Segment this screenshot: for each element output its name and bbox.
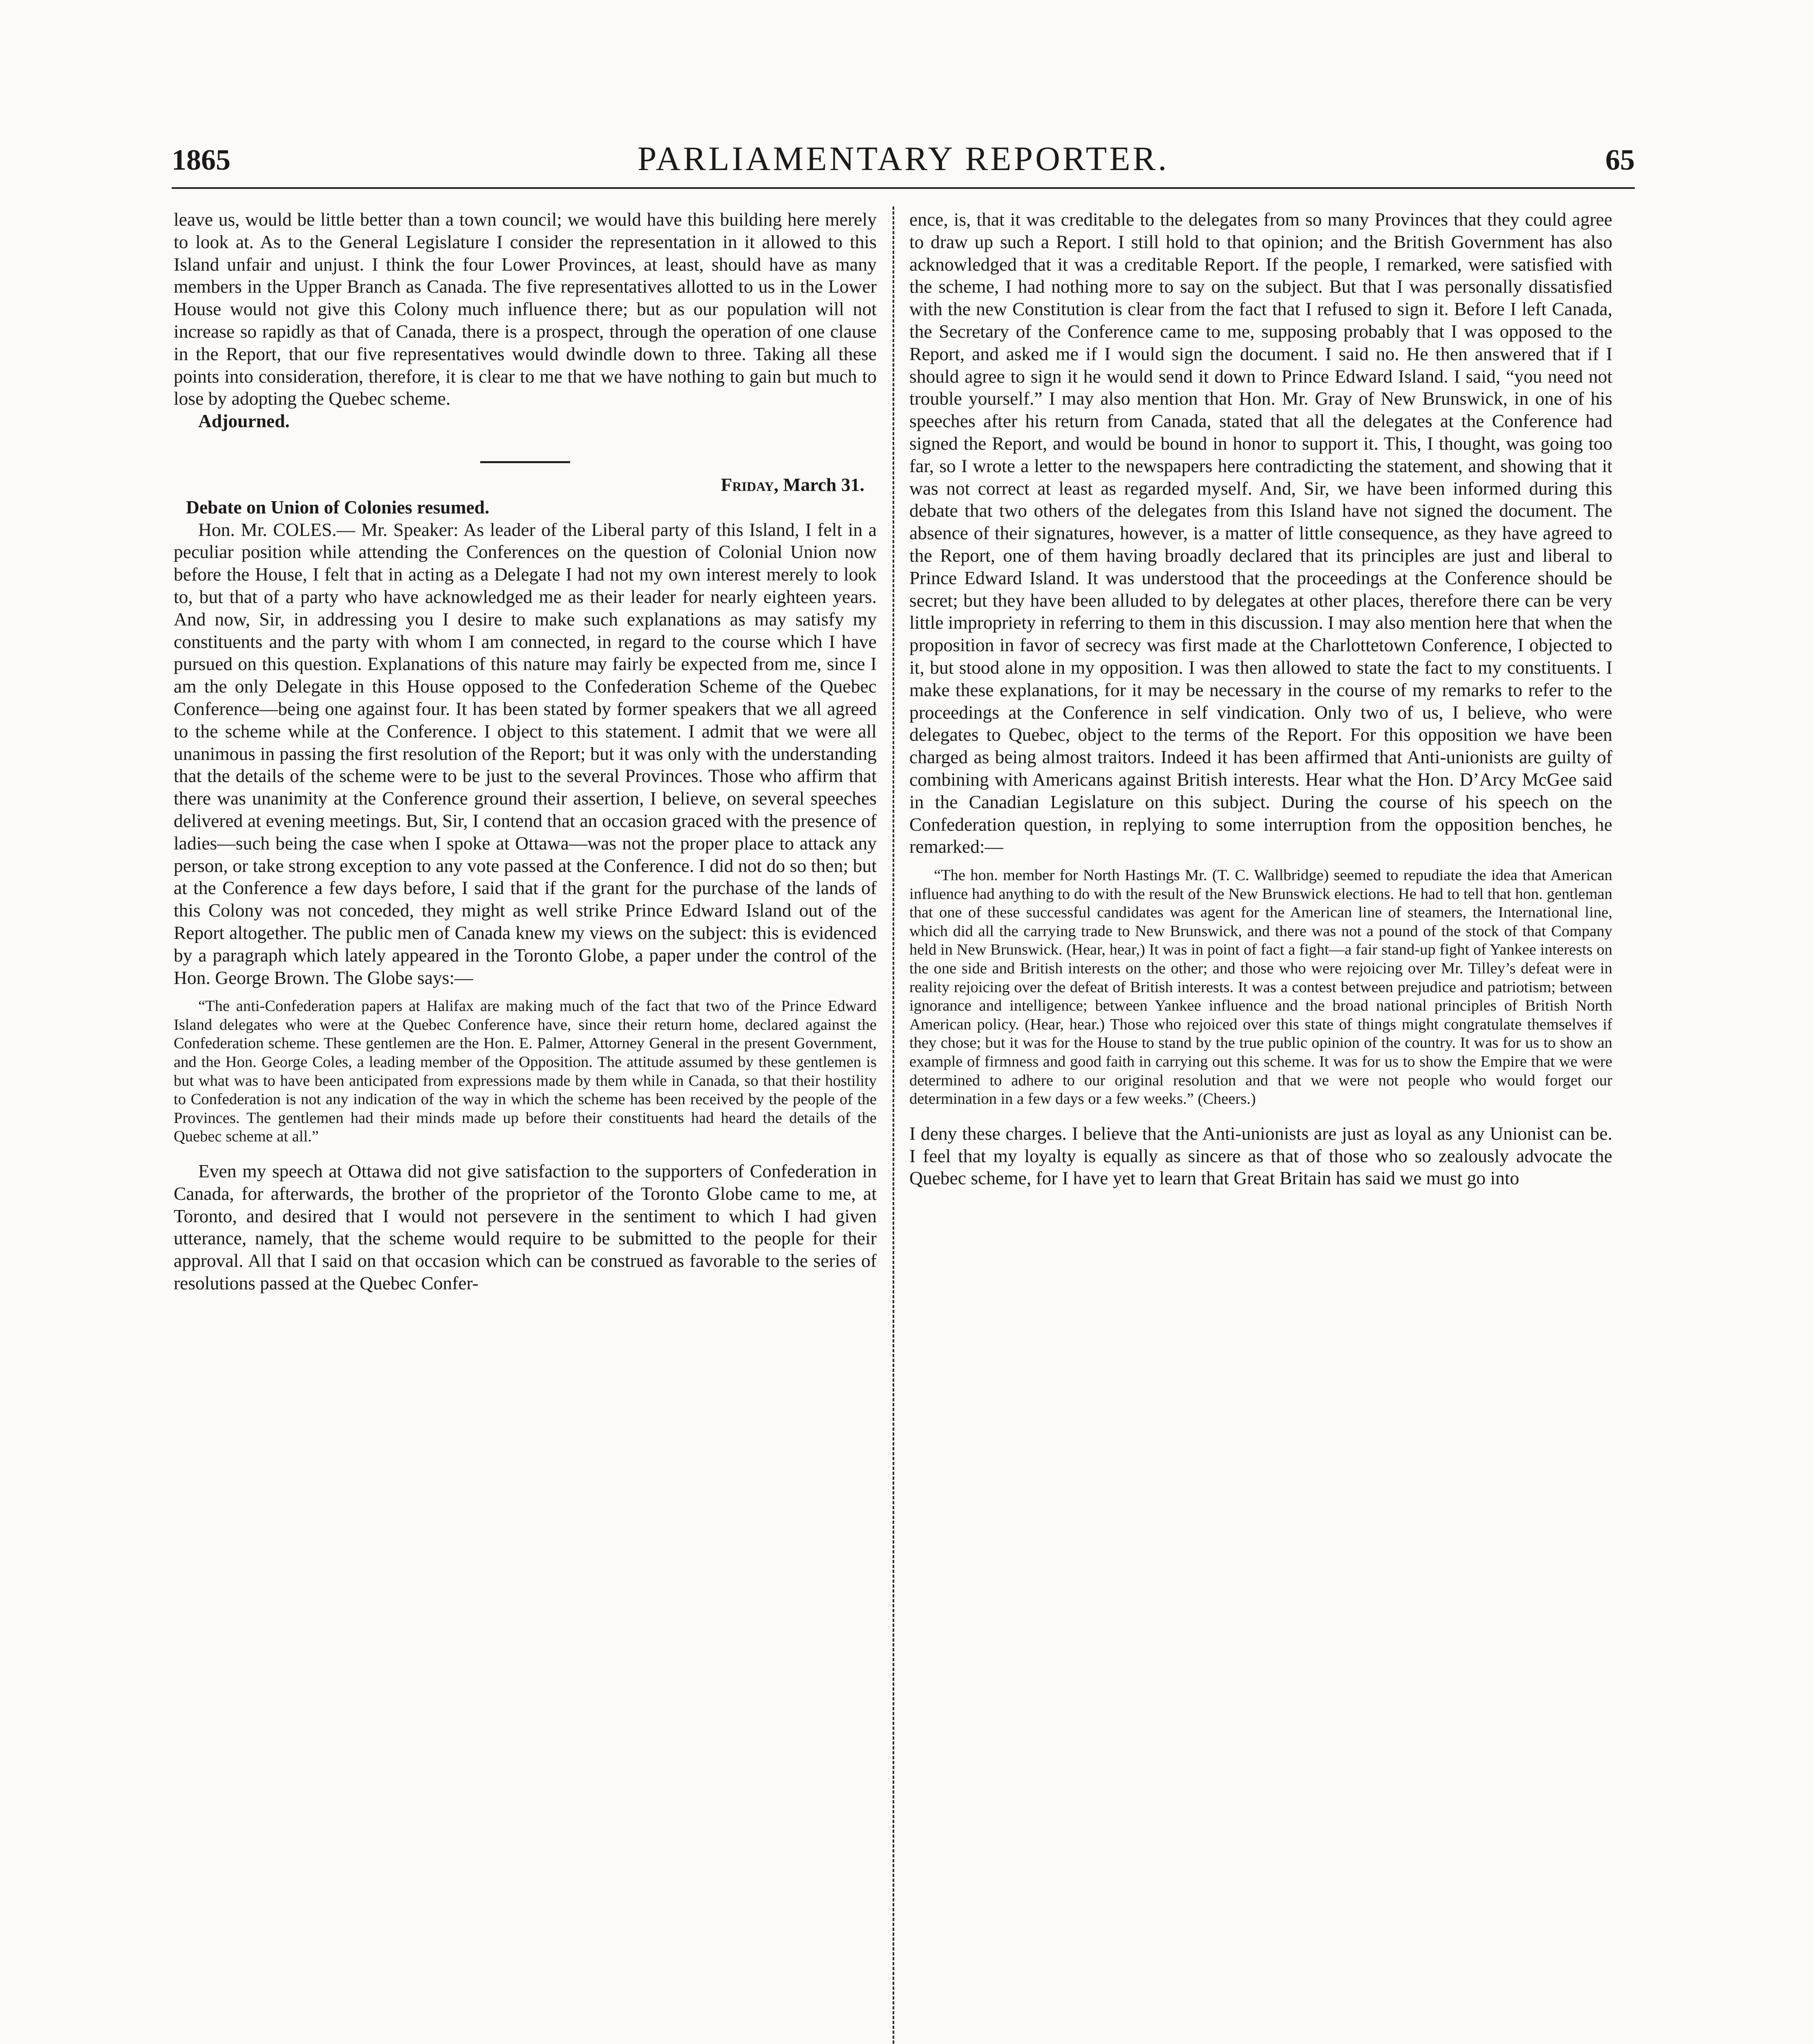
left-paragraph-3: Even my speech at Ottawa did not give satisfaction to the supporters of Confederation in Canada, for afterwards, the brother of the proprietor of the Toronto Globe came to me, at Toronto, and desired that I would not persevere in the sentiment to which I had given utterance, namely, that the scheme would require to be submitted to the people for their approval. All that I said on that occasion which can be construed as favorable to the series of resolutions passed at the Quebec Confer- (174, 1161, 877, 1294)
adjourned-line: Adjourned. (198, 410, 290, 432)
page-number: 65 (1605, 143, 1635, 176)
section-separator (480, 461, 570, 463)
publication-title: PARLIAMENTARY REPORTER. (637, 140, 1169, 178)
debate-topic: Debate on Union of Colonies resumed. (186, 496, 490, 518)
mcgee-quotation-text: “The hon. member for North Hastings Mr. (T. C. Wallbridge) seemed to repudiate the idea that American influence had anything to do with the result of the New Brunswick elections. He had to tell that hon. gentleman that one of these successful candidates was agent for the American line of steamers, the International line, which did all the carrying trade to New Brunswick, and there was not a pound of the stock of that Company held in New Brunswick. (Hear, hear,) It was in point of fact a fight—a fair stand-up fight of Yankee interests on the one side and British interests on the other; and those who were rejoicing over Mr. Tilley’s defeat were in reality rejoicing over the defeat of British interests. It was a contest between prejudice and patriotism; between ignorance and intelligence; between Yankee influence and the broad national principles of British North American policy. (Hear, hear.) Those who rejoiced over this state of things might congratulate themselves if they chose; but it was for the House to stand by the true public opinion of the country. It was for us to show an example of firmness and good faith in carrying out this scheme. It was for us to show the Empire that we were determined to adhere to our original resolution and that we were not people who would forget our determination in a few days or a few weeks.” (Cheers.) (909, 867, 1612, 1108)
right-column (909, 208, 1612, 1190)
globe-quotation-text: “The anti-Confederation papers at Halifax are making much of the fact that two of the Prince Edward Island delegates who were at the Quebec Conference have, since their return home, declared against the Confederation scheme. These gentlemen are the Hon. E. Palmer, Attorney General in the present Government, and the Hon. George Coles, a leading member of the Opposition. The attitude assumed by these gentlemen is but what was to have been anticipated from expressions made by them while in Canada, so that their hostility to Confederation is not any indication of the way in which the scheme has been received by the people of the Provinces. The gentlemen had their minds made up before their constituents had heard the details of the Quebec scheme at all.” (174, 997, 877, 1145)
page-year: 1865 (172, 143, 231, 176)
dateline-day: Friday (721, 474, 774, 495)
left-paragraph-1: leave us, would be little better than a town council; we would have this building here merely to look at. As to the General Legislature I consider the representation in it allowed to this Island unfair and unjust. I think the four Lower Provinces, at least, should have as many members in the Upper Branch as Canada. The five representatives allotted to us in the Lower House would not give this Colony much influence there; but as our population will not increase so rapidly as that of Canada, there is a prospect, through the operation of one clause in the Report, that our five representatives would dwindle down to three. Taking all these points into consideration, therefore, it is clear to me that we have nothing to gain but much to lose by adopting the Quebec scheme. (174, 209, 877, 409)
right-paragraph-1: ence, is, that it was creditable to the delegates from so many Provinces that they could agree to draw up such a Report. I still hold to that opinion; and the British Government has also acknowledged that it was a creditable Report. If the people, I remarked, were satisfied with the scheme, I had nothing more to say on the subject. But that I was personally dissatisfied with the new Constitution is clear from the fact that I refused to sign it. Before I left Canada, the Secretary of the Conference came to me, supposing probably that I was opposed to the Report, and asked me if I would sign the document. I said no. He then answered that if I should agree to sign it he would send it down to Prince Edward Island. I said, “you need not trouble yourself.” I may also mention that Hon. Mr. Gray of New Brunswick, in one of his speeches after his return from Canada, stated that all the delegates at the Conference had signed the Report, and would be bound in honor to support it. This, I thought, was going too far, so I wrote a letter to the newspapers here contradicting the statement, and showing that it was not correct at least as regarded myself. And, Sir, we have been informed during this debate that two others of the delegates from this Island have not signed the document. The absence of their signatures, however, is a matter of little consequence, as they have agreed to the Report, one of them having broadly declared that its principles are just and liberal to Prince Edward Island. It was understood that the proceedings at the Conference should be secret; but they have been alluded to by delegates at other places, therefore there can be very little impropriety in referring to them in this discussion. I may also mention here that when the proposition in favor of secrecy was first made at the Charlottetown Conference, I objected to it, but stood alone in my opposition. I was then allowed to state the fact to my constituents. I make these explanations, for it may be necessary in the course of my remarks to refer to the proceedings at the Conference in self vindication. Only two of us, I believe, who were delegates to Quebec, object to the terms of the Report. For this opposition we have been charged as being almost traitors. Indeed it has been affirmed that Anti-unionists are guilty of combining with Americans against British interests. Hear what the Hon. D’Arcy McGee said in the Canadian Legislature on this subject. During the course of his speech on the Confederation question, in replying to some interruption from the opposition benches, he remarked:— (909, 209, 1612, 857)
header-rule (172, 187, 1635, 189)
dateline (174, 474, 877, 496)
left-paragraph-2: Hon. Mr. COLES.— Mr. Speaker: As leader of the Liberal party of this Island, I felt in a peculiar position while attending the Conferences on the question of Colonial Union now before the House, I felt that in acting as a Delegate I had not my own interest merely to look to, but that of a party who have acknowledged me as their leader for nearly eighteen years. And now, Sir, in addressing you I desire to make such explanations as may satisfy my constituents and the party with whom I am connected, in regard to the course which I have pursued on this question. Explanations of this nature may fairly be expected from me, since I am the only Delegate in this House opposed to the Confederation Scheme of the Quebec Conference—being one against four. It has been stated by former speakers that we all agreed to the scheme while at the Conference. I object to this statement. I admit that we were all unanimous in passing the first resolution of the Report; but it was only with the understanding that the details of the scheme were to be just to the several Provinces. Those who affirm that there was unanimity at the Conference ground their assertion, I believe, on several speeches delivered at evening meetings. But, Sir, I contend that an occasion graced with the presence of ladies—such being the case when I spoke at Ottawa—was not the proper place to attack any person, or take strong exception to any vote passed at the Conference. I did not do so then; but at the Conference a few days before, I said that if the grant for the purchase of the lands of this Colony was not conceded, they might as well strike Prince Edward Island out of the Report altogether. The public men of Canada knew my views on the subject: this is evidenced by a paragraph which lately appeared in the Toronto Globe, a paper under the control of the Hon. George Brown. The Globe says:— (174, 519, 877, 988)
right-paragraph-2: I deny these charges. I believe that the Anti-unionists are just as loyal as any Unionist can be. I feel that my loyalty is equally as sincere as that of those who so zealously advocate the Quebec scheme, for I have yet to learn that Great Britain has said we must go into (909, 1123, 1612, 1189)
dateline-date: , March 31. (774, 474, 864, 495)
globe-quotation (174, 997, 877, 1146)
column-divider (893, 206, 894, 2044)
running-header (172, 135, 1635, 196)
mcgee-quotation (909, 866, 1612, 1109)
left-column (174, 208, 877, 1295)
